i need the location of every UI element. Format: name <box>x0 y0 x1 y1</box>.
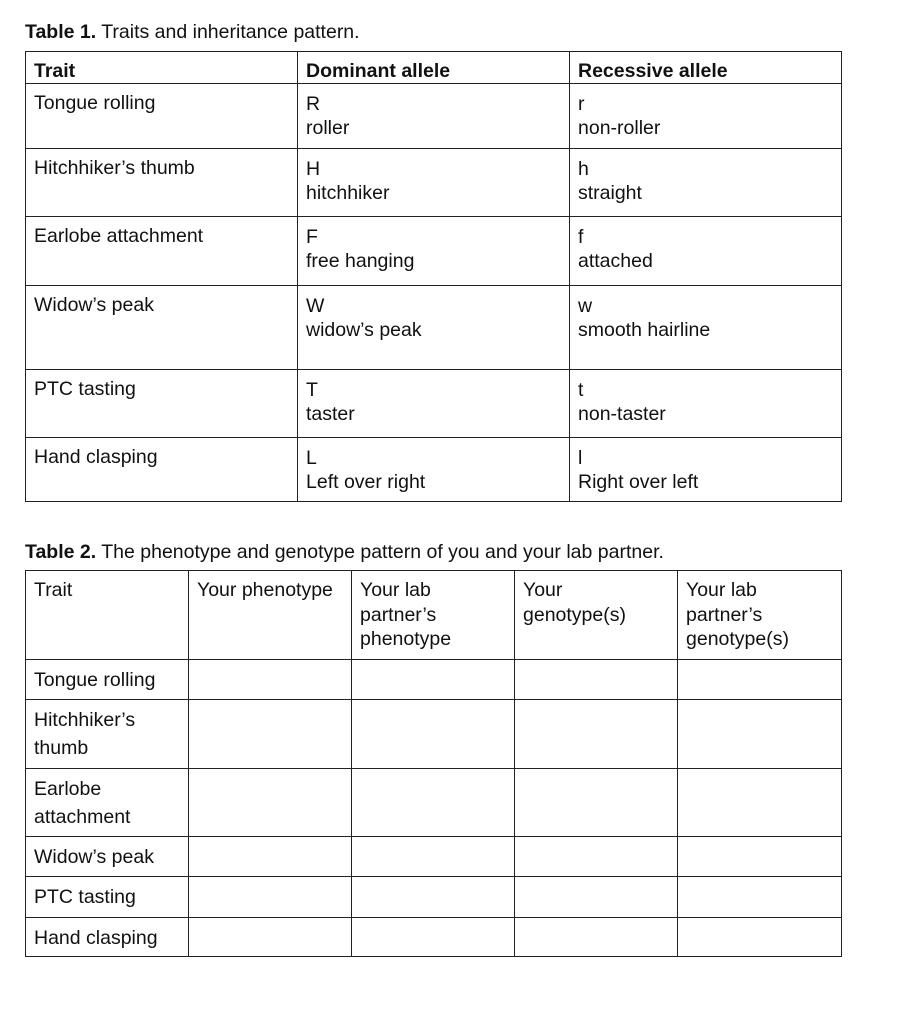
your-phenotype-cell[interactable] <box>189 769 352 837</box>
table1-header-trait: Trait <box>26 52 298 84</box>
dominant-label: Left over right <box>306 471 426 493</box>
partner-genotype-cell[interactable] <box>678 837 842 877</box>
table1-header-recessive: Recessive allele <box>570 52 842 84</box>
your-genotype-cell[interactable] <box>515 877 678 918</box>
recessive-symbol: r <box>578 93 585 115</box>
trait-cell: Hitchhiker’s thumb <box>26 700 189 769</box>
dominant-cell <box>298 370 570 438</box>
table1-caption-text: Traits and inheritance pattern. <box>96 21 360 43</box>
table2-header-row <box>26 571 842 660</box>
recessive-cell <box>570 286 842 370</box>
dominant-label: free hanging <box>306 250 415 272</box>
table-row <box>26 286 842 370</box>
traits-inheritance-table <box>25 51 842 502</box>
your-phenotype-cell[interactable] <box>189 918 352 957</box>
partner-genotype-cell[interactable] <box>678 700 842 769</box>
dominant-label: hitchhiker <box>306 182 390 204</box>
recessive-symbol: t <box>578 379 584 401</box>
partner-genotype-cell[interactable] <box>678 918 842 957</box>
table-row <box>26 660 842 700</box>
trait-cell: Widow’s peak <box>26 286 298 370</box>
table-row <box>26 877 842 918</box>
trait-cell: PTC tasting <box>26 370 298 438</box>
table-row <box>26 217 842 286</box>
table1-caption <box>25 21 360 43</box>
trait-cell: PTC tasting <box>26 877 189 918</box>
recessive-label: Right over left <box>578 471 699 493</box>
your-phenotype-cell[interactable] <box>189 700 352 769</box>
dominant-cell <box>298 286 570 370</box>
trait-cell: Tongue rolling <box>26 84 298 149</box>
partner-genotype-cell[interactable] <box>678 877 842 918</box>
recessive-label: straight <box>578 182 642 204</box>
your-phenotype-cell[interactable] <box>189 837 352 877</box>
trait-cell: Hand clasping <box>26 438 298 502</box>
recessive-label: smooth hairline <box>578 319 711 341</box>
table-row <box>26 438 842 502</box>
table2-header-trait: Trait <box>26 571 189 660</box>
recessive-symbol: f <box>578 226 584 248</box>
table1-header-dominant: Dominant allele <box>298 52 570 84</box>
recessive-cell <box>570 84 842 149</box>
table-row <box>26 149 842 217</box>
partner-genotype-cell[interactable] <box>678 769 842 837</box>
partner-phenotype-cell[interactable] <box>352 660 515 700</box>
partner-genotype-cell[interactable] <box>678 660 842 700</box>
dominant-cell <box>298 217 570 286</box>
table-row <box>26 84 842 149</box>
trait-cell: Earlobe attachment <box>26 769 189 837</box>
phenotype-genotype-table <box>25 570 842 957</box>
recessive-cell <box>570 149 842 217</box>
recessive-cell <box>570 370 842 438</box>
dominant-cell <box>298 84 570 149</box>
recessive-cell <box>570 217 842 286</box>
trait-cell: Earlobe attachment <box>26 217 298 286</box>
your-genotype-cell[interactable] <box>515 700 678 769</box>
table-row <box>26 837 842 877</box>
trait-cell: Hand clasping <box>26 918 189 957</box>
your-genotype-cell[interactable] <box>515 837 678 877</box>
dominant-symbol: T <box>306 379 318 401</box>
table2-header-partner-genotype: Your lab partner’s genotype(s) <box>678 571 842 660</box>
table2-caption-label: Table 2. <box>25 541 97 563</box>
trait-cell: Hitchhiker’s thumb <box>26 149 298 217</box>
dominant-label: taster <box>306 403 355 425</box>
your-genotype-cell[interactable] <box>515 769 678 837</box>
table2-caption-text: The phenotype and genotype pattern of you and your lab partner. <box>96 541 664 563</box>
recessive-label: non-roller <box>578 117 661 139</box>
trait-cell: Widow’s peak <box>26 837 189 877</box>
partner-phenotype-cell[interactable] <box>352 918 515 957</box>
table-row <box>26 370 842 438</box>
table2-caption <box>25 541 664 563</box>
recessive-label: non-taster <box>578 403 666 425</box>
your-genotype-cell[interactable] <box>515 660 678 700</box>
dominant-symbol: R <box>306 93 321 115</box>
dominant-symbol: F <box>306 226 318 248</box>
recessive-symbol: w <box>578 295 593 317</box>
table-row <box>26 918 842 957</box>
recessive-symbol: l <box>578 447 583 469</box>
recessive-symbol: h <box>578 158 589 180</box>
table-row <box>26 769 842 837</box>
partner-phenotype-cell[interactable] <box>352 700 515 769</box>
dominant-symbol: W <box>306 295 325 317</box>
dominant-symbol: H <box>306 158 321 180</box>
table2-header-your-phenotype: Your phenotype <box>189 571 352 660</box>
table1-header-row <box>26 52 842 84</box>
trait-cell: Tongue rolling <box>26 660 189 700</box>
your-genotype-cell[interactable] <box>515 918 678 957</box>
your-phenotype-cell[interactable] <box>189 877 352 918</box>
partner-phenotype-cell[interactable] <box>352 877 515 918</box>
dominant-label: widow’s peak <box>306 319 422 341</box>
table2-header-your-genotype: Your genotype(s) <box>515 571 678 660</box>
partner-phenotype-cell[interactable] <box>352 837 515 877</box>
dominant-cell <box>298 149 570 217</box>
recessive-label: attached <box>578 250 653 272</box>
partner-phenotype-cell[interactable] <box>352 769 515 837</box>
table2-header-partner-phenotype: Your lab partner’s phenotype <box>352 571 515 660</box>
dominant-label: roller <box>306 117 350 139</box>
table1-caption-label: Table 1. <box>25 21 97 43</box>
dominant-symbol: L <box>306 447 317 469</box>
your-phenotype-cell[interactable] <box>189 660 352 700</box>
dominant-cell <box>298 438 570 502</box>
recessive-cell <box>570 438 842 502</box>
table-row <box>26 700 842 769</box>
